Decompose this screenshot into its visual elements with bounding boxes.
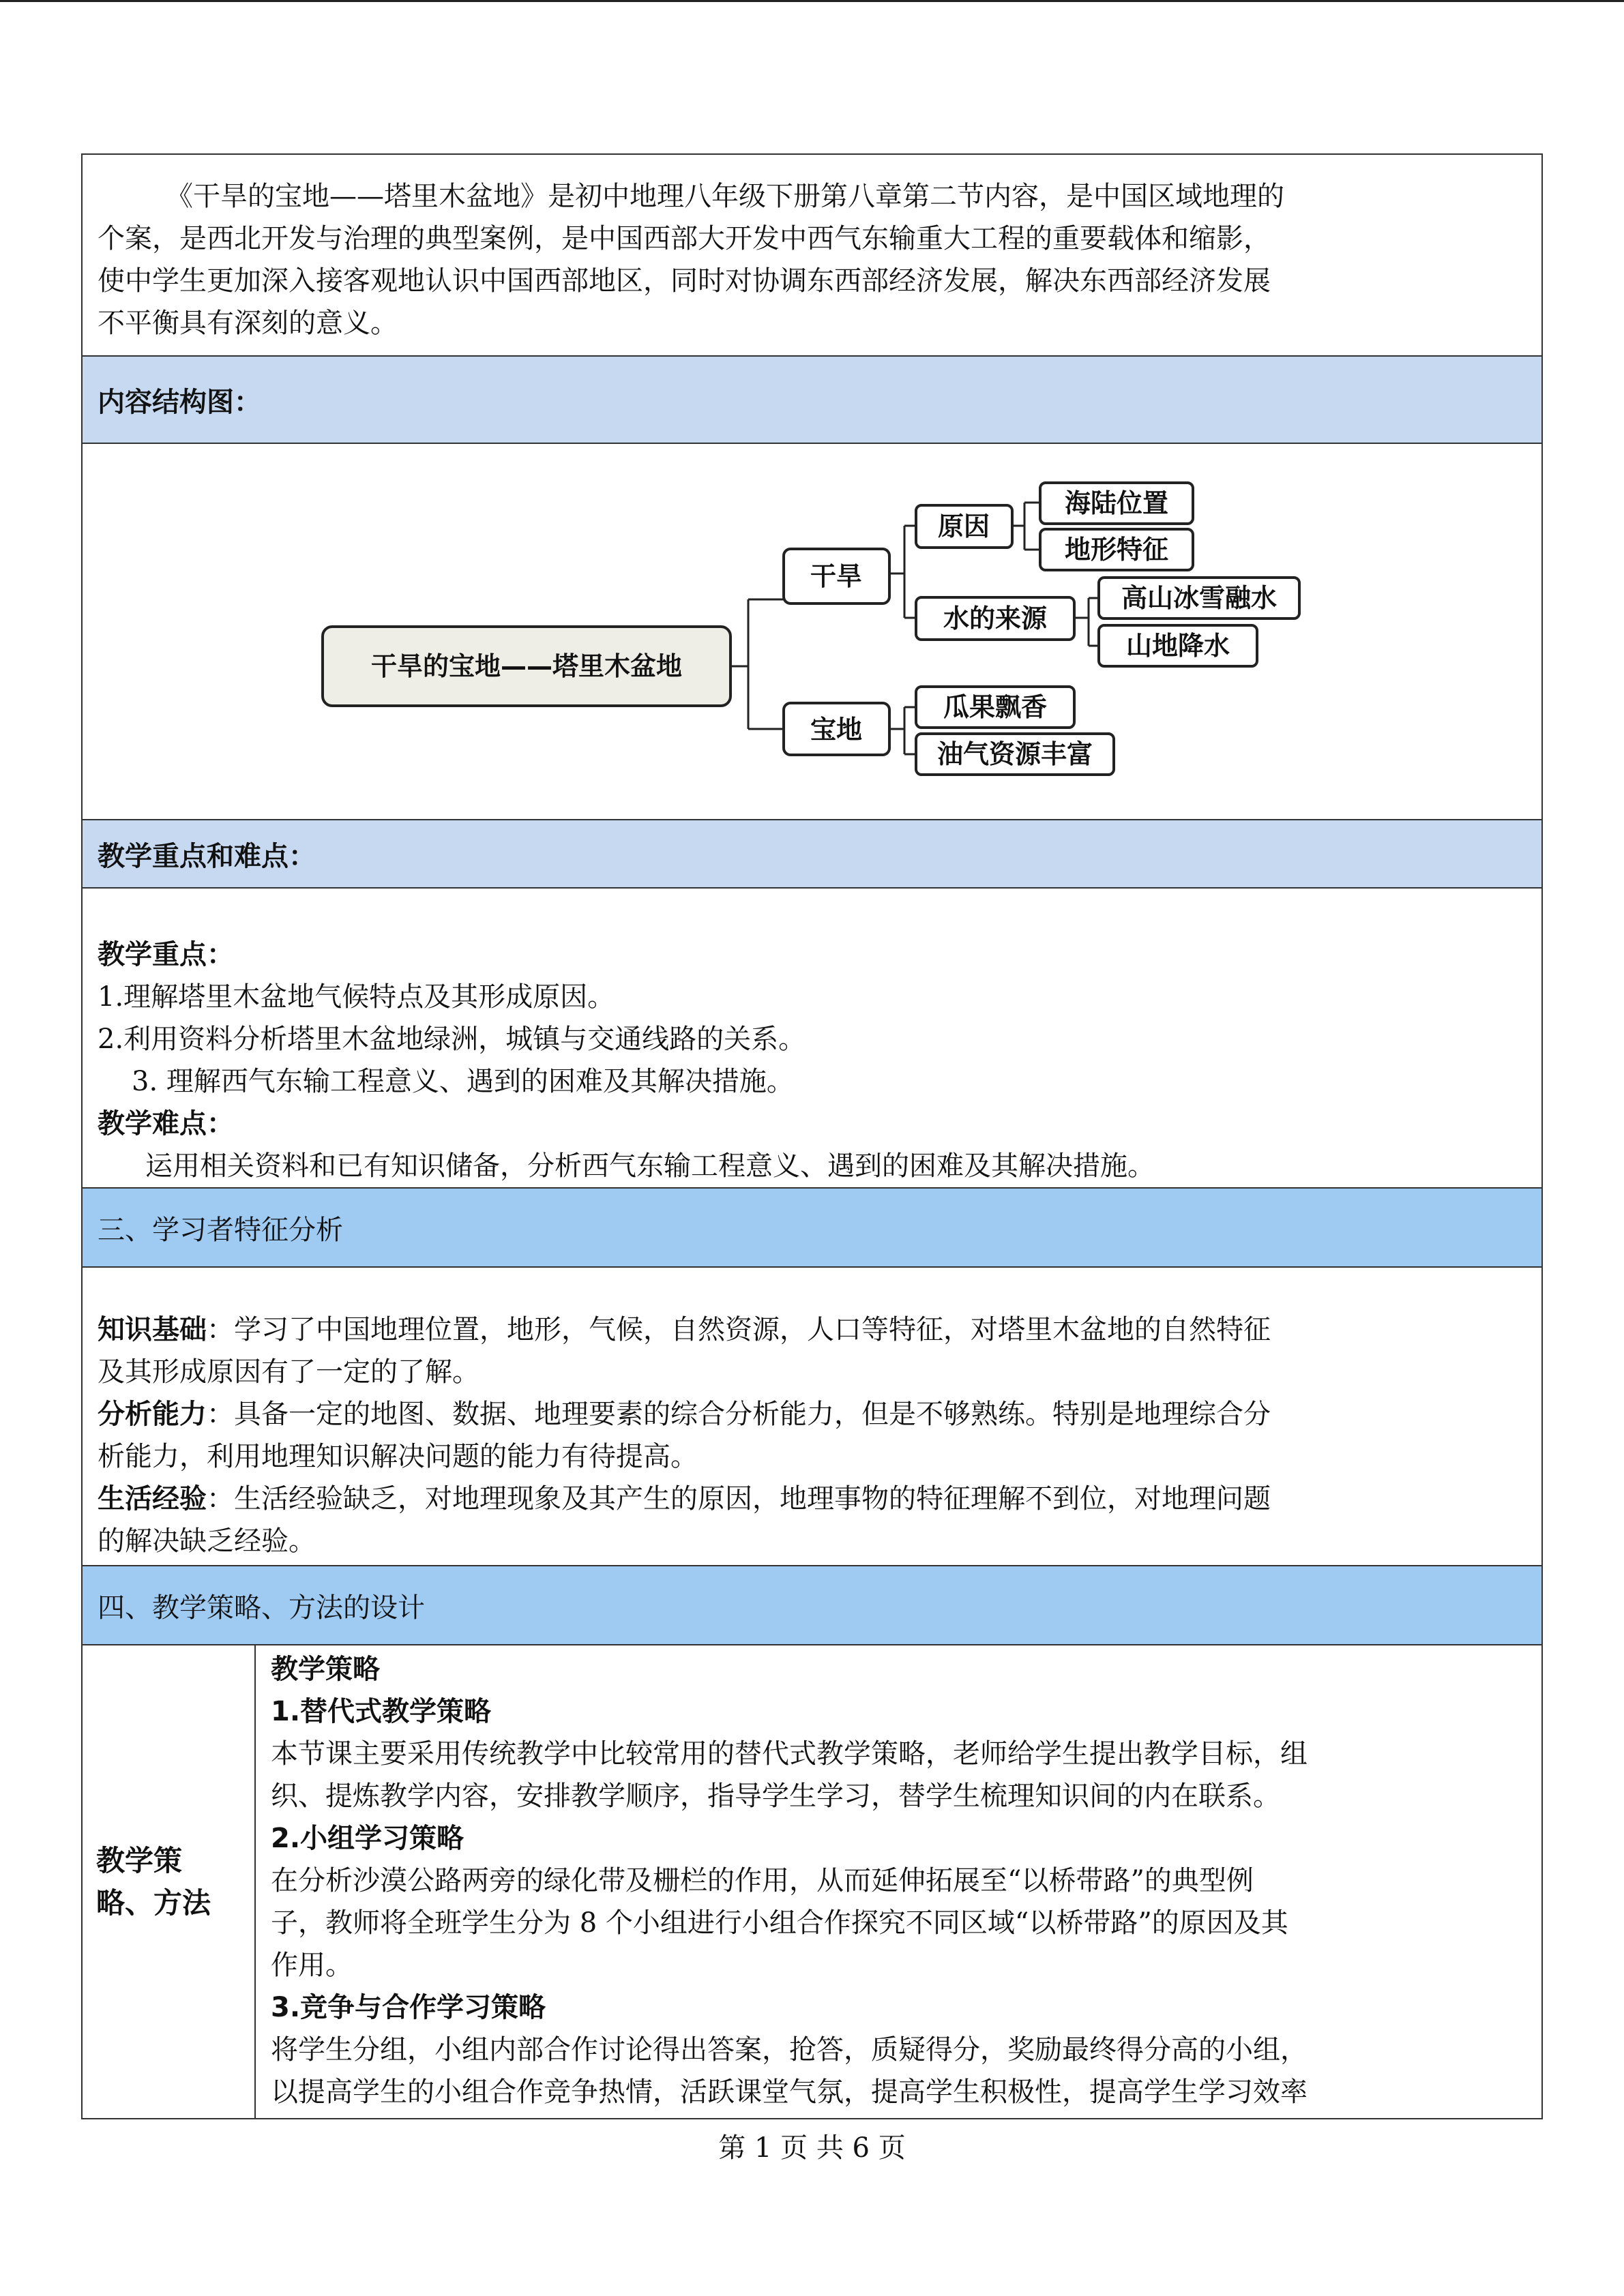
life-label: 生活经验 [98, 1483, 207, 1515]
life-text: 的解决缺乏经验。 [98, 1525, 316, 1557]
node-root [323, 627, 730, 706]
intro-cell [83, 155, 1541, 357]
strategy-2-text: 在分析沙漠公路两旁的绿化带及栅栏的作用，从而延伸拓展至“以桥带路”的典型例 [271, 1865, 1254, 1896]
life-text: ：生活经验缺乏，对地理现象及其产生的原因，地理事物的特征理解不到位，对地理问题 [207, 1483, 1271, 1515]
node-water-source-label: 水的来源 [943, 603, 1048, 633]
strategy-label: 教学策 [96, 1843, 183, 1877]
learner-cell [83, 1268, 1541, 1566]
strategy-1-text: 本节课主要采用传统教学中比较常用的替代式教学策略，老师给学生提出教学目标，组 [271, 1738, 1308, 1770]
node-water-source [916, 597, 1074, 640]
connector [889, 707, 916, 754]
strategy-3-title: 3.竞争与合作学习策略 [271, 1992, 546, 2023]
strategy-2-title: 2.小组学习策略 [271, 1823, 464, 1854]
analysis-text: 析能力，利用地理知识解决问题的能力有待提高。 [98, 1441, 698, 1472]
difficulty-label: 教学难点： [98, 1108, 234, 1139]
intro-line: 使中学生更加深入接客观地认识中国西部地区，同时对协调东西部经济发展，解决东西部经济发展 [98, 265, 1271, 297]
node-mountain-rain [1099, 625, 1257, 666]
strategy-section-header [83, 1566, 1541, 1645]
strategy-label: 略、方法 [96, 1885, 211, 1920]
difficulty-text: 运用相关资料和已有知识储备，分析西气东输工程意义、遇到的困难及其解决措施。 [145, 1150, 1155, 1182]
intro-line: 个案，是西北开发与治理的典型案例，是中国西部大开发中西气东输重大工程的重要载体和缩影， [98, 223, 1271, 254]
strategy-1-title: 1.替代式教学策略 [271, 1696, 492, 1727]
node-sea-land [1040, 483, 1193, 524]
lesson-plan-table [81, 153, 1543, 2119]
strategy-3-text: 以提高学生的小组合作竞争热情，活跃课堂气氛，提高学生积极性，提高学生学习效率 [271, 2076, 1308, 2108]
knowledge-text: 及其形成原因有了一定的了解。 [98, 1356, 479, 1388]
strategy-section-title: 四、教学策略、方法的设计 [98, 1592, 425, 1624]
strategy-heading: 教学策略 [271, 1654, 380, 1685]
node-cause [916, 505, 1012, 548]
focus-cell [83, 889, 1541, 1189]
node-oil-gas-label: 油气资源丰富 [936, 739, 1093, 769]
structure-section-header [83, 357, 1541, 444]
key-point-item: 3. 理解西气东输工程意义、遇到的困难及其解决措施。 [132, 1066, 794, 1097]
learner-section-header [83, 1189, 1541, 1268]
page-top-border [0, 0, 1624, 2]
analysis-text: ：具备一定的地图、数据、地理要素的综合分析能力，但是不够熟练。特别是地理综合分 [207, 1399, 1271, 1430]
node-oil-gas [916, 734, 1114, 775]
node-drought-label: 干旱 [810, 561, 863, 591]
node-terrain-label: 地形特征 [1064, 535, 1169, 565]
node-drought [784, 549, 889, 603]
intro-line: 不平衡具有深刻的意义。 [98, 308, 398, 339]
structure-section-title: 内容结构图： [98, 386, 261, 418]
knowledge-label: 知识基础 [98, 1314, 207, 1345]
node-snowmelt-label: 高山冰雪融水 [1121, 583, 1278, 613]
analysis-label: 分析能力 [98, 1399, 207, 1430]
key-point-item: 2.利用资料分析塔里木盆地绿洲，城镇与交通线路的关系。 [98, 1024, 806, 1055]
intro-line: 《干旱的宝地——塔里木盆地》是初中地理八年级下册第八章第二节内容，是中国区域地理的 [166, 181, 1284, 212]
connector [730, 599, 784, 729]
node-root-label: 干旱的宝地——塔里木盆地 [370, 651, 683, 681]
node-cause-label: 原因 [937, 511, 990, 541]
node-melon [916, 687, 1074, 728]
focus-section-header [83, 820, 1541, 889]
node-treasure [784, 703, 889, 755]
connector [889, 526, 916, 618]
node-mountain-rain-label: 山地降水 [1125, 631, 1230, 661]
connector [1012, 503, 1040, 550]
node-melon-label: 瓜果飘香 [943, 692, 1048, 722]
strategy-1-text: 织、提炼教学内容，安排教学顺序，指导学生学习，替学生梳理知识间的内在联系。 [271, 1780, 1280, 1812]
key-point-item: 1.理解塔里木盆地气候特点及其形成原因。 [98, 981, 615, 1013]
strategy-content-cell [256, 1645, 1541, 2118]
strategy-3-text: 将学生分组，小组内部合作讨论得出答案，抢答，质疑得分，奖励最终得分高的小组， [271, 2034, 1308, 2066]
node-terrain [1040, 529, 1193, 570]
node-snowmelt [1099, 578, 1299, 618]
knowledge-text: ：学习了中国地理位置，地形，气候，自然资源，人口等特征，对塔里木盆地的自然特征 [207, 1314, 1271, 1345]
page-footer: 第 1 页 共 6 页 [718, 2132, 906, 2164]
learner-section-title: 三、学习者特征分析 [98, 1214, 343, 1246]
connector [1074, 598, 1099, 646]
structure-diagram-cell [83, 444, 1541, 820]
strategy-2-text: 作用。 [271, 1950, 353, 1981]
strategy-row [83, 1645, 1541, 2118]
intro-paragraph [98, 175, 1521, 218]
strategy-2-text: 子，教师将全班学生分为 8 个小组进行小组合作探究不同区域“以桥带路”的原因及其 [271, 1907, 1288, 1939]
key-points-label: 教学重点： [98, 939, 234, 970]
strategy-label-cell [83, 1645, 256, 2118]
focus-section-title: 教学重点和难点： [98, 840, 316, 872]
mind-map-diagram [83, 444, 1541, 820]
node-treasure-label: 宝地 [810, 715, 863, 745]
node-sea-land-label: 海陆位置 [1064, 488, 1169, 518]
